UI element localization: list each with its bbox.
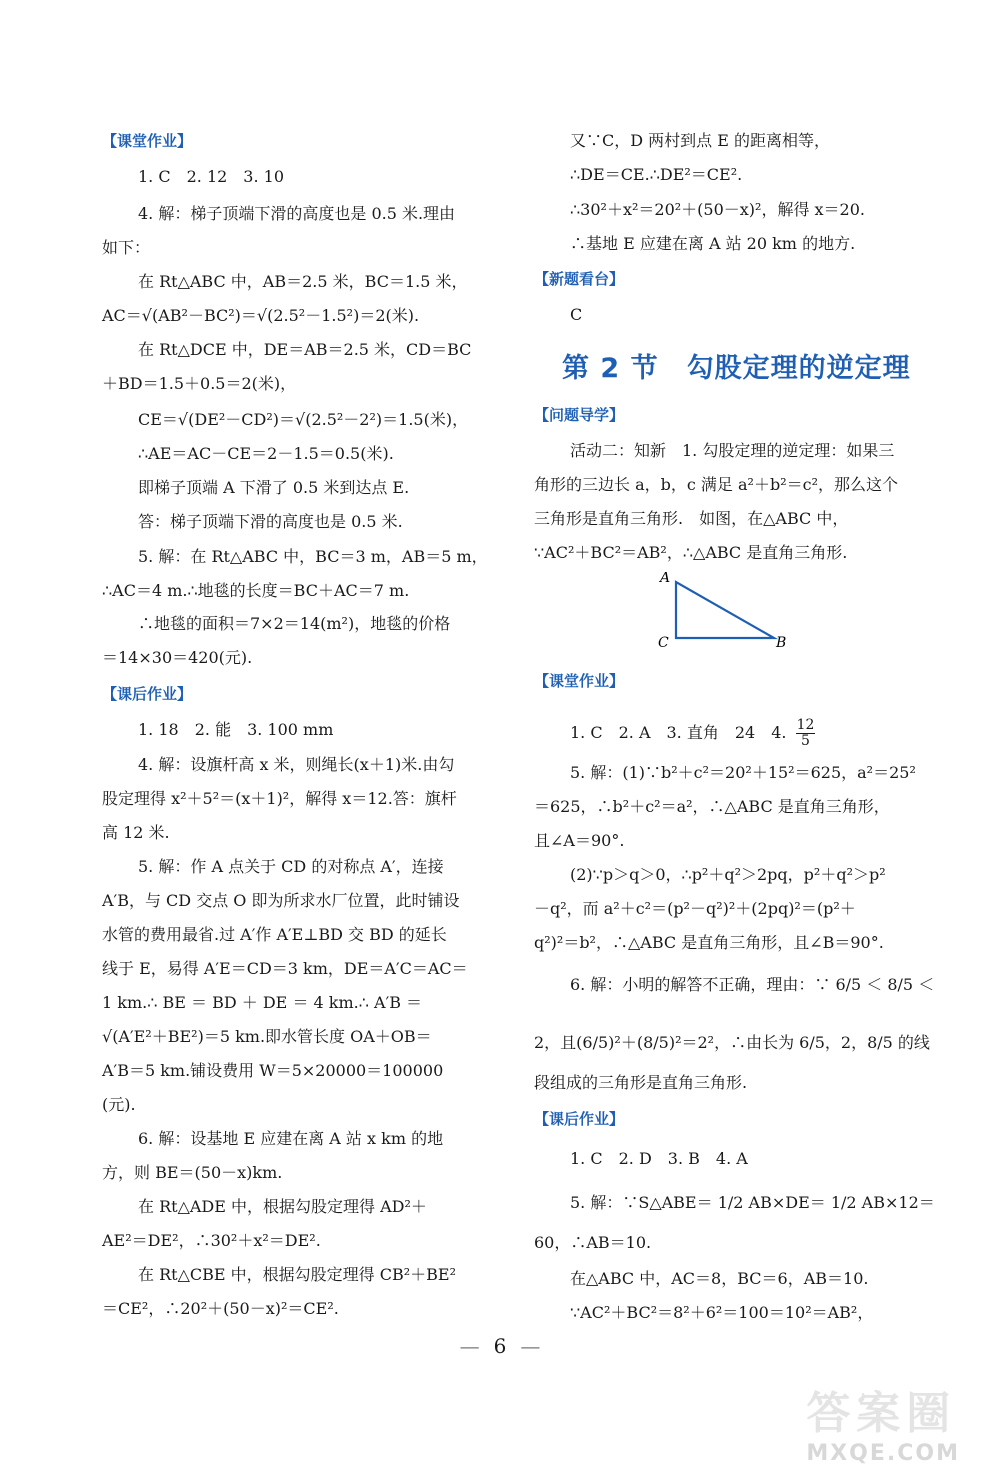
answer-line: A′B，与 CD 交点 O 即为所求水厂位置，此时铺设 xyxy=(102,891,460,910)
answer-line: 6. 解：小明的解答不正确，理由：∵ 6/5 ＜ 8/5 ＜ xyxy=(570,975,935,994)
answer-line: 1. 18 2. 能 3. 100 mm xyxy=(138,720,334,739)
answer-line: ＝14×30＝420(元). xyxy=(102,648,253,667)
triangle-figure xyxy=(654,572,804,658)
section-header: 【课后作业】 xyxy=(534,1110,625,1128)
answer-line: －q²，而 a²＋c²＝(p²－q²)²＋(2pq)²＝(p²＋ xyxy=(534,899,856,918)
page-number-dash: — xyxy=(459,1334,480,1358)
answer-line: 即梯子顶端 A 下滑了 0.5 米到达点 E. xyxy=(138,478,410,497)
answer-line: ＋BD＝1.5＋0.5＝2(米)， xyxy=(102,374,297,393)
section-header: 【新题看台】 xyxy=(534,270,625,288)
page-number-dash: — xyxy=(520,1334,541,1358)
page-number xyxy=(0,1334,1000,1358)
section-header: 【课后作业】 xyxy=(102,685,193,703)
section-header: 【课堂作业】 xyxy=(102,132,193,150)
answer-line: ∵AC²＋BC²＝8²＋6²＝100＝10²＝AB²， xyxy=(570,1303,874,1322)
answer-line xyxy=(570,718,815,749)
answer-line: 角形的三边长 a，b，c 满足 a²＋b²＝c²，那么这个 xyxy=(534,475,898,494)
watermark xyxy=(806,1377,960,1466)
answer-line: ∴30²＋x²＝20²＋(50－x)²，解得 x＝20. xyxy=(570,200,866,219)
answer-line: 如下： xyxy=(102,238,151,257)
answer-line: 1. C 2. D 3. B 4. A xyxy=(570,1149,748,1168)
answer-line: ∴AE＝AC－CE＝2－1.5＝0.5(米). xyxy=(138,444,394,463)
answer-line: ∴DE＝CE.∴DE²＝CE². xyxy=(570,165,743,184)
answer-line: 5. 解：在 Rt△ABC 中，BC＝3 m，AB＝5 m， xyxy=(138,547,488,566)
answer-line: 线于 E，易得 A′E＝CD＝3 km，DE＝A′C＝AC＝ xyxy=(102,959,468,978)
answer-line: C xyxy=(570,305,583,324)
answer-line: 5. 解：∵S△ABE＝ 1/2 AB×DE＝ 1/2 AB×12＝ xyxy=(570,1193,935,1212)
answer-line: q²)²＝b²，∴△ABC 是直角三角形，且∠B＝90°. xyxy=(534,933,884,952)
answer-line: 在 Rt△DCE 中，DE＝AB＝2.5 米，CD＝BC xyxy=(138,340,472,359)
answer-line: CE＝√(DE²－CD²)＝√(2.5²－2²)＝1.5(米)， xyxy=(138,410,469,429)
vertex-label-a: A xyxy=(660,572,671,586)
answer-line: AE²＝DE²，∴30²＋x²＝DE². xyxy=(102,1231,321,1250)
answer-line: 在 Rt△ADE 中，根据勾股定理得 AD²＋ xyxy=(138,1197,427,1216)
fraction-numerator: 12 xyxy=(796,717,815,733)
answer-line: 方，则 BE＝(50－x)km. xyxy=(102,1163,283,1182)
answer-line: 4. 解：设旗杆高 x 米，则绳长(x＋1)米.由勾 xyxy=(138,755,455,774)
answer-line: 在 Rt△CBE 中，根据勾股定理得 CB²＋BE² xyxy=(138,1265,456,1284)
triangle-abc xyxy=(676,582,774,638)
answer-line: ＝CE²，∴20²＋(50－x)²＝CE². xyxy=(102,1299,339,1318)
answer-line: ∴AC＝4 m.∴地毯的长度＝BC＋AC＝7 m. xyxy=(102,581,410,600)
answer-line: 高 12 米. xyxy=(102,823,170,842)
section-title: 第 2 节 勾股定理的逆定理 xyxy=(562,353,911,384)
answer-line: AC＝√(AB²－BC²)＝√(2.5²－1.5²)＝2(米). xyxy=(102,306,420,325)
fraction-denominator: 5 xyxy=(801,733,810,749)
watermark-bottom: MXQE.COM xyxy=(806,1441,960,1466)
answer-line: 6. 解：设基地 E 应建在离 A 站 x km 的地 xyxy=(138,1129,444,1148)
answer-line: 且∠A＝90°. xyxy=(534,831,625,850)
answer-line: 2，且(6/5)²＋(8/5)²＝2²，∴由长为 6/5，2，8/5 的线 xyxy=(534,1033,930,1052)
answer-line: 活动二：知新 1. 勾股定理的逆定理：如果三 xyxy=(570,441,895,460)
answer-line: ∴地毯的面积＝7×2＝14(m²)，地毯的价格 xyxy=(138,614,451,633)
answer-line: 三角形是直角三角形. 如图，在△ABC 中， xyxy=(534,509,849,528)
watermark-top: 答案圈 xyxy=(806,1388,957,1439)
answer-line: 5. 解：作 A 点关于 CD 的对称点 A′，连接 xyxy=(138,857,444,876)
answer-line: 1 km.∴ BE ＝ BD ＋ DE ＝ 4 km.∴ A′B ＝ xyxy=(102,993,423,1012)
fraction xyxy=(796,718,816,749)
answer-line: 4. 解：梯子顶端下滑的高度也是 0.5 米.理由 xyxy=(138,204,456,223)
answer-line: (元). xyxy=(102,1095,136,1114)
section-header: 【问题导学】 xyxy=(534,406,625,424)
answer-line: ＝625，∴b²＋c²＝a²，∴△ABC 是直角三角形， xyxy=(534,797,890,816)
answer-line: ∵AC²＋BC²＝AB²，∴△ABC 是直角三角形. xyxy=(534,543,848,562)
answer-line: ∴基地 E 应建在离 A 站 20 km 的地方. xyxy=(570,234,856,253)
answer-line: 在 Rt△ABC 中，AB＝2.5 米，BC＝1.5 米， xyxy=(138,272,468,291)
answer-line: 股定理得 x²＋5²＝(x＋1)²，解得 x＝12.答：旗杆 xyxy=(102,789,457,808)
vertex-label-b: B xyxy=(776,635,787,651)
answer-line: 1. C 2. 12 3. 10 xyxy=(138,167,285,186)
answer-line: 60，∴AB＝10. xyxy=(534,1233,652,1252)
answer-text: 1. C 2. A 3. 直角 24 4. xyxy=(570,723,787,742)
answer-line: 答：梯子顶端下滑的高度也是 0.5 米. xyxy=(138,512,403,531)
section-header: 【课堂作业】 xyxy=(534,672,625,690)
answer-line: 又∵C，D 两村到点 E 的距离相等， xyxy=(570,131,831,150)
answer-line: 段组成的三角形是直角三角形. xyxy=(534,1073,748,1092)
answer-line: 水管的费用最省.过 A′作 A′E⊥BD 交 BD 的延长 xyxy=(102,925,447,944)
answer-line: 在△ABC 中，AC＝8，BC＝6，AB＝10. xyxy=(570,1269,869,1288)
answer-line: (2)∵p＞q＞0，∴p²＋q²＞2pq，p²＋q²＞p² xyxy=(570,865,886,884)
vertex-label-c: C xyxy=(658,635,669,651)
answer-line: √(A′E²＋BE²)＝5 km.即水管长度 OA＋OB＝ xyxy=(102,1027,432,1046)
answer-line: 5. 解：(1)∵b²＋c²＝20²＋15²＝625，a²＝25² xyxy=(570,763,916,782)
page-number-value: 6 xyxy=(493,1334,507,1358)
answer-line: A′B＝5 km.铺设费用 W＝5×20000＝100000 xyxy=(102,1061,444,1080)
